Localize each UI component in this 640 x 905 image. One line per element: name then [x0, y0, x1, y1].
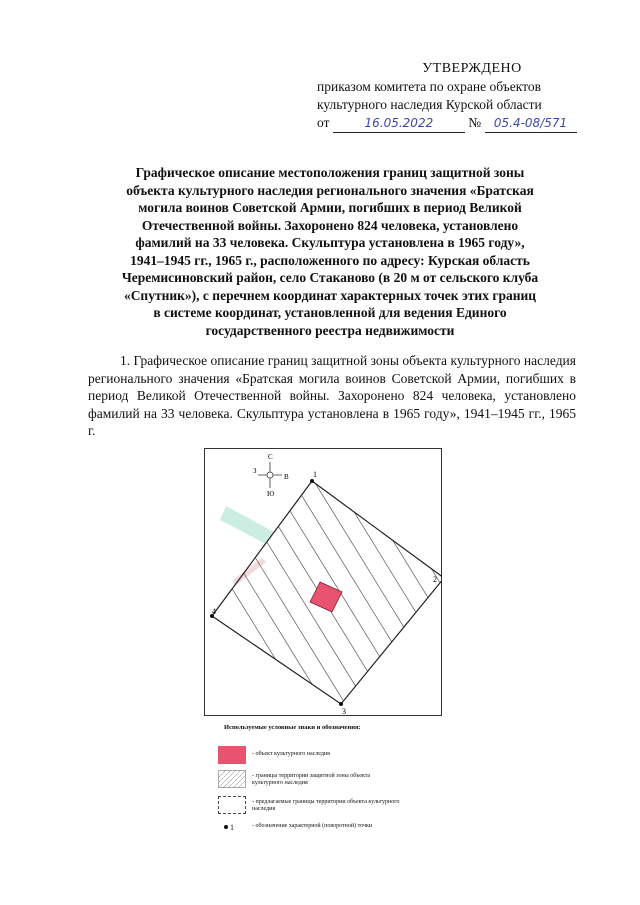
point-marker [310, 479, 314, 483]
approval-date-line [317, 114, 597, 133]
point-marker-sample [218, 822, 246, 832]
approval-number: 05.4-08/571 [485, 114, 577, 133]
approval-date: 16.05.2022 [333, 114, 465, 133]
compass-south: Ю [267, 490, 275, 498]
heading-line: Отечественной войны. Захоронено 824 человека, установлено [141, 217, 519, 233]
legend-item-text: - объект культурного наследия [252, 751, 330, 757]
description-paragraph: 1. Графическое описание границ защитной зоны объекта культурного наследия регионального значения «Братская могила воинов Советской Армии, погибших в период Великой Отечественной войны. Захоронено 824 человека, установлено фамилий на 33 человека. Скульптура установлена в 1965 году», 1941–1945 гг., 1965 г. [88, 353, 576, 438]
hatch-swatch-icon [218, 770, 246, 788]
point-label-3: 3 [342, 707, 346, 716]
point-marker [339, 702, 343, 706]
heading-line: объекта культурного наследия регионального значения «Братская [126, 182, 534, 198]
heading-line: Графическое описание местоположения границ защитной зоны [135, 165, 525, 180]
approval-line-1: приказом комитета по охране объектов [317, 79, 541, 94]
compass-north: С [268, 453, 273, 461]
point-label-2: 2 [433, 575, 437, 584]
compass-east: В [284, 473, 289, 481]
compass-west: З [253, 467, 257, 475]
heading-line: в системе координат, установленной для ведения Единого [153, 305, 507, 320]
legend-title: Используемые условные знаки и обозначения: [224, 724, 361, 731]
approval-title: УТВЕРЖДЕНО [422, 61, 522, 76]
approval-line-2: культурного наследия Курской области [317, 97, 542, 112]
dashed-swatch-icon [218, 796, 246, 814]
approval-block [317, 60, 597, 133]
heading-line: «Спутник»), с перечнем координат характерных точек этих границ [123, 287, 537, 303]
legend-item-text: - предлагаемые границы территории объекта культурного наследия [252, 799, 400, 812]
legend-item [218, 796, 402, 814]
legend-item-text: - обозначение характерной (поворотной) точки [252, 823, 373, 829]
number-label: № [468, 115, 482, 130]
point-label-1: 1 [313, 470, 317, 479]
heading-line: государственного реестра недвижимости [205, 322, 455, 338]
boundary-map [204, 448, 442, 716]
heading-line: фамилий на 33 человека. Скульптура установлена в 1965 году», [135, 235, 525, 250]
from-label: от [317, 115, 330, 130]
point-label-4: 4 [212, 607, 216, 616]
legend-item-text: - границы территории защитной зоны объекта культурного наследия [252, 773, 371, 786]
heading-line: могила воинов Советской Армии, погибших в период Великой [138, 200, 522, 215]
legend-item [218, 822, 402, 832]
document-heading [95, 164, 565, 339]
legend-item [218, 770, 402, 788]
point-dot-icon [224, 825, 228, 829]
legend-item [218, 746, 402, 764]
point-marker-label: 1 [230, 822, 234, 832]
map-legend [204, 724, 442, 832]
heading-line: Черемисиновский район, село Стаканово (в 20 м от сельского клуба [121, 270, 539, 285]
heading-line: 1941–1945 гг., 1965 г., расположенного по адресу: Курская область [130, 252, 530, 268]
object-swatch-icon [218, 746, 246, 764]
